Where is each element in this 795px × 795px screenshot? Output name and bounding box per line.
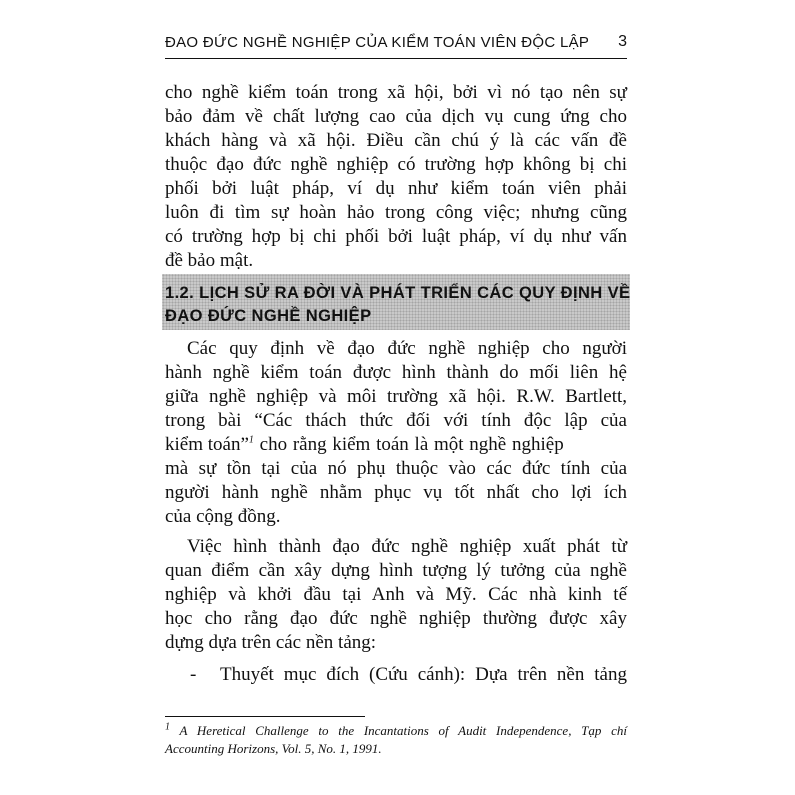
- header-title: ĐAO ĐỨC NGHỀ NGHIỆP CỦA KIỂM TOÁN VIÊN ĐỘC LẬP: [165, 34, 590, 51]
- running-header: [165, 28, 627, 59]
- text-line: hành nghề kiểm toán được hình thành do mối liên hệ: [165, 362, 627, 383]
- text-line: [165, 433, 627, 457]
- text-line: giữa nghề nghiệp và môi trường xã hội. R.W. Bartlett,: [165, 386, 627, 407]
- text-line: bảo đảm về chất lượng cao của dịch vụ cung ứng cho: [165, 106, 627, 127]
- text-line: học cho rằng đạo đức nghề nghiệp thường được xây: [165, 608, 627, 629]
- bullet-text: Thuyết mục đích (Cứu cánh): Dựa trên nền tảng: [220, 664, 627, 685]
- text-line: quan điểm cần xây dựng hình tượng lý tưởng của nghề: [165, 560, 627, 581]
- text-line: đề bảo mật.: [165, 250, 254, 271]
- text-line: mà sự tồn tại của nó phụ thuộc vào các đức tính của: [165, 458, 627, 479]
- footnote-divider: [165, 716, 365, 717]
- text-line: phối bởi luật pháp, ví dụ như kiểm toán viên phải: [165, 178, 627, 199]
- text-line: cho nghề kiểm toán trong xã hội, bởi vì nó tạo nên sự: [165, 82, 627, 103]
- text-line: người hành nghề nhằm phục vụ tốt nhất cho lợi ích: [165, 482, 627, 503]
- text-line: dựng dựa trên các nền tảng:: [165, 632, 377, 653]
- text-line: có trường hợp bị chi phối bởi luật pháp, ví dụ như vấn: [165, 226, 627, 247]
- text-line: khách hàng và xã hội. Điều cần chú ý là các vấn đề: [165, 130, 627, 151]
- section-heading-line: ĐẠO ĐỨC NGHỀ NGHIỆP: [165, 307, 372, 325]
- page-number: 3: [618, 33, 627, 50]
- text-line: nghiệp và khởi đầu tại Anh và Mỹ. Các nhà kinh tế: [165, 584, 627, 605]
- footnote-text: A Heretical Challenge to the Incantations of Audit Independence, Tạp chí: [170, 723, 627, 738]
- section-heading-line: 1.2. LỊCH SỬ RA ĐỜI VÀ PHÁT TRIỂN CÁC QUY ĐỊNH VỀ: [165, 284, 631, 302]
- text-line: của cộng đồng.: [165, 506, 281, 527]
- text-line: Việc hình thành đạo đức nghề nghiệp xuất phát từ: [187, 536, 627, 557]
- footnote-line: [165, 722, 627, 740]
- footnote-marker: 1: [165, 721, 170, 733]
- text-fragment: kiểm toán”: [165, 434, 249, 455]
- text-line: trong bài “Các thách thức đối với tính độc lập của: [165, 410, 627, 431]
- text-line: luôn đi tìm sự hoàn hảo trong công việc; nhưng cũng: [165, 202, 627, 223]
- bullet-marker: -: [190, 664, 197, 685]
- footnote-line: Accounting Horizons, Vol. 5, No. 1, 1991.: [165, 741, 382, 756]
- text-fragment: cho rằng kiểm toán là một nghề nghiệp: [253, 434, 564, 455]
- text-line: Các quy định về đạo đức nghề nghiệp cho người: [187, 338, 627, 359]
- footnote-reference: 1: [248, 434, 254, 446]
- text-line: thuộc đạo đức nghề nghiệp có trường hợp không bị chi: [165, 154, 627, 175]
